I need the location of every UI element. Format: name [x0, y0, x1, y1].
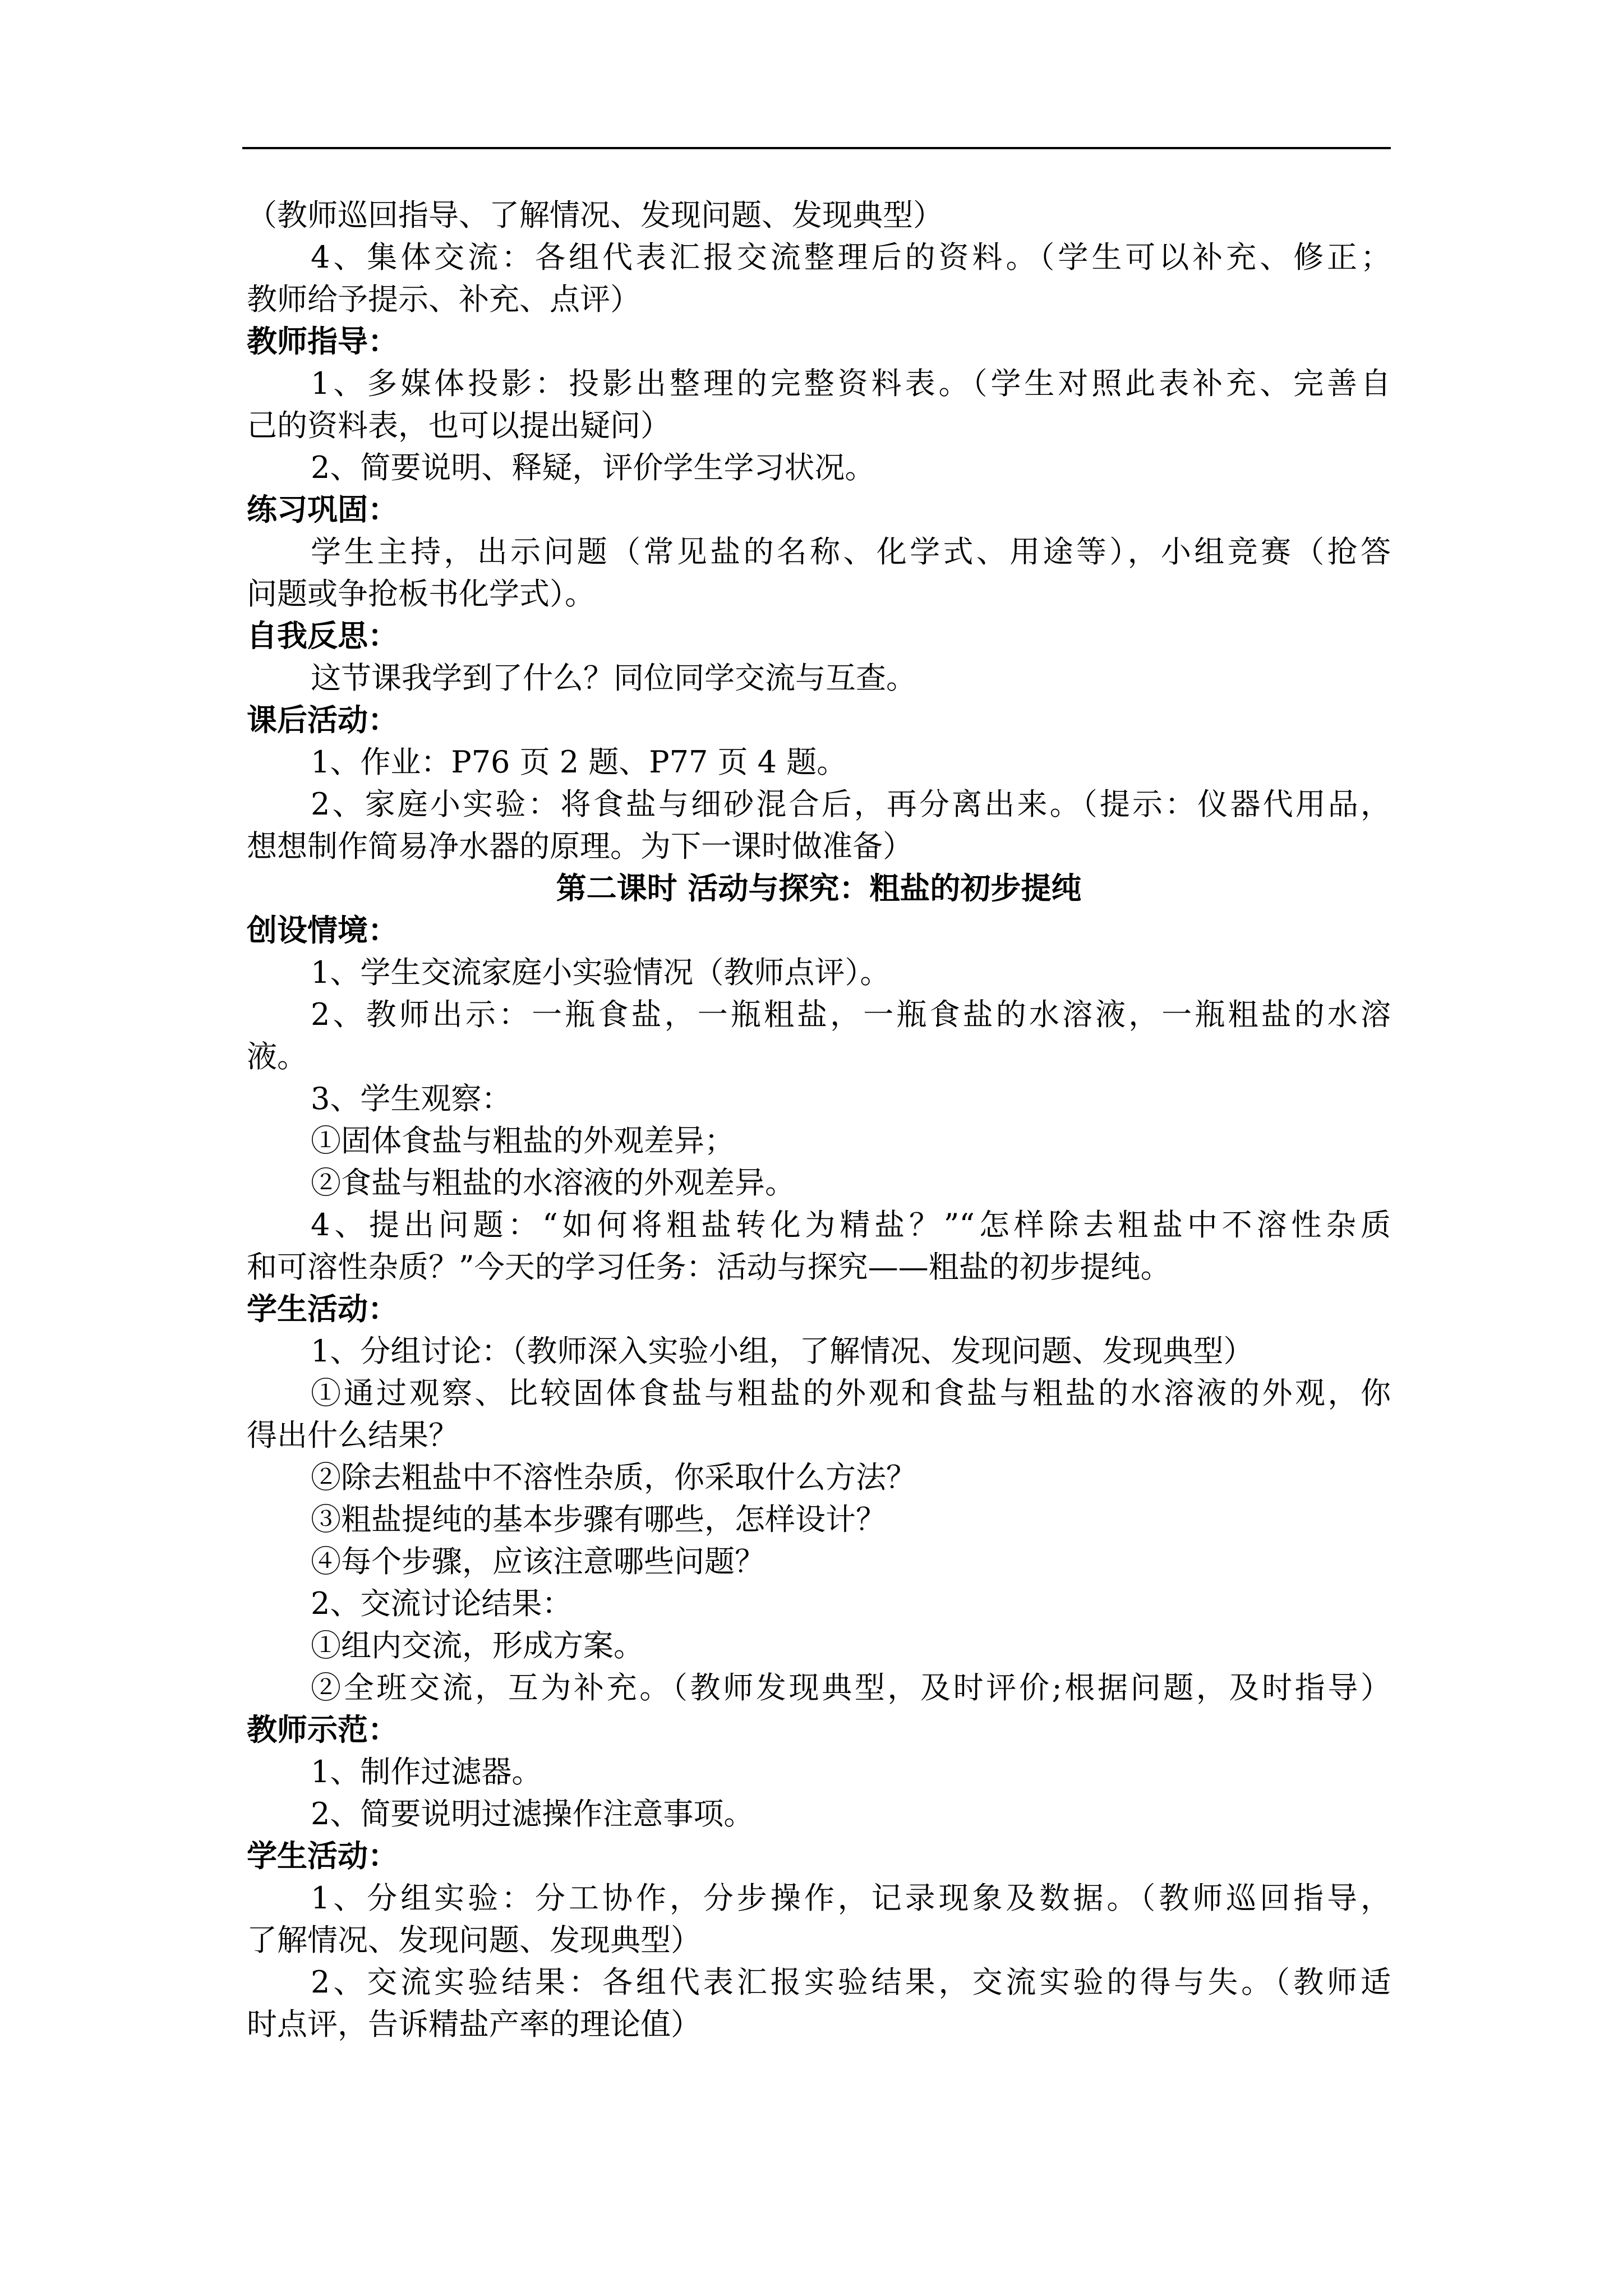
text-line: 2、交流实验结果：各组代表汇报实验结果，交流实验的得与失。（教师适: [311, 1964, 1391, 2000]
text-line: 液。: [247, 1039, 307, 1074]
text-line: ①通过观察、比较固体食盐与粗盐的外观和食盐与粗盐的水溶液的外观，你: [311, 1375, 1391, 1411]
text-line: ②全班交流，互为补充。（教师发现典型，及时评价;根据问题，及时指导）: [311, 1670, 1391, 1705]
section-heading: 教师指导：: [247, 323, 398, 359]
text-line: （教师巡回指导、了解情况、发现问题、发现典型）: [247, 197, 943, 233]
text-line: 和可溶性杂质？”今天的学习任务：活动与探究——粗盐的初步提纯。: [247, 1249, 1171, 1285]
text-line: 己的资料表，也可以提出疑问）: [247, 408, 671, 443]
text-line: 1、学生交流家庭小实验情况（教师点评）。: [311, 955, 891, 990]
text-line: 教师给予提示、补充、点评）: [247, 282, 640, 317]
text-line: 2、简要说明、释疑，评价学生学习状况。: [311, 450, 875, 485]
text-line: 4、提出问题：“如何将粗盐转化为精盐？”“怎样除去粗盐中不溶性杂质: [311, 1207, 1391, 1243]
text-line: 问题或争抢板书化学式）。: [247, 576, 595, 611]
lesson-title: 第二课时 活动与探究：粗盐的初步提纯: [556, 870, 1082, 906]
section-heading: 学生活动：: [247, 1838, 398, 1874]
text-line: 1、制作过滤器。: [311, 1754, 542, 1789]
text-line: 3、学生观察：: [311, 1081, 512, 1116]
text-line: 2、家庭小实验：将食盐与细砂混合后，再分离出来。（提示：仪器代用品，: [311, 786, 1391, 822]
text-line: ①组内交流，形成方案。: [311, 1628, 644, 1663]
section-heading: 自我反思：: [247, 618, 398, 654]
section-heading: 教师示范：: [247, 1711, 398, 1747]
text-line: 时点评，告诉精盐产率的理论值）: [247, 2007, 701, 2042]
document-body: [247, 194, 1391, 2045]
text-line: ③粗盐提纯的基本步骤有哪些，怎样设计？: [311, 1502, 886, 1537]
text-line: 2、教师出示：一瓶食盐，一瓶粗盐，一瓶食盐的水溶液，一瓶粗盐的水溶: [311, 997, 1391, 1032]
text-line: 2、交流讨论结果：: [311, 1586, 573, 1621]
text-line: 了解情况、发现问题、发现典型）: [247, 1922, 701, 1958]
section-heading: 课后活动：: [247, 702, 398, 738]
text-line: 这节课我学到了什么？同位同学交流与互查。: [311, 660, 916, 696]
header-rule: [242, 147, 1391, 149]
text-line: 1、分组实验：分工协作，分步操作，记录现象及数据。（教师巡回指导，: [311, 1880, 1391, 1916]
text-line: 2、简要说明过滤操作注意事项。: [311, 1796, 754, 1832]
section-heading: 练习巩固：: [247, 491, 398, 527]
text-line: 4、集体交流：各组代表汇报交流整理后的资料。（学生可以补充、修正；: [311, 240, 1391, 275]
text-line: 得出什么结果？: [247, 1418, 459, 1453]
text-line: 1、多媒体投影：投影出整理的完整资料表。（学生对照此表补充、完善自: [311, 366, 1391, 401]
text-line: ②食盐与粗盐的水溶液的外观差异。: [311, 1165, 795, 1200]
text-line: 1、分组讨论：（教师深入实验小组，了解情况、发现问题、发现典型）: [311, 1333, 1254, 1369]
text-line: 学生主持，出示问题（常见盐的名称、化学式、用途等），小组竞赛（抢答: [311, 534, 1391, 569]
text-line: ①固体食盐与粗盐的外观差异；: [311, 1123, 735, 1158]
text-line: 1、作业：P76 页 2 题、P77 页 4 题。: [311, 744, 847, 780]
text-line: 想想制作简易净水器的原理。为下一课时做准备）: [247, 829, 913, 864]
text-line: ④每个步骤，应该注意哪些问题？: [311, 1544, 765, 1579]
section-heading: 学生活动：: [247, 1291, 398, 1327]
section-heading: 创设情境：: [247, 912, 398, 948]
text-line: ②除去粗盐中不溶性杂质，你采取什么方法？: [311, 1460, 916, 1495]
